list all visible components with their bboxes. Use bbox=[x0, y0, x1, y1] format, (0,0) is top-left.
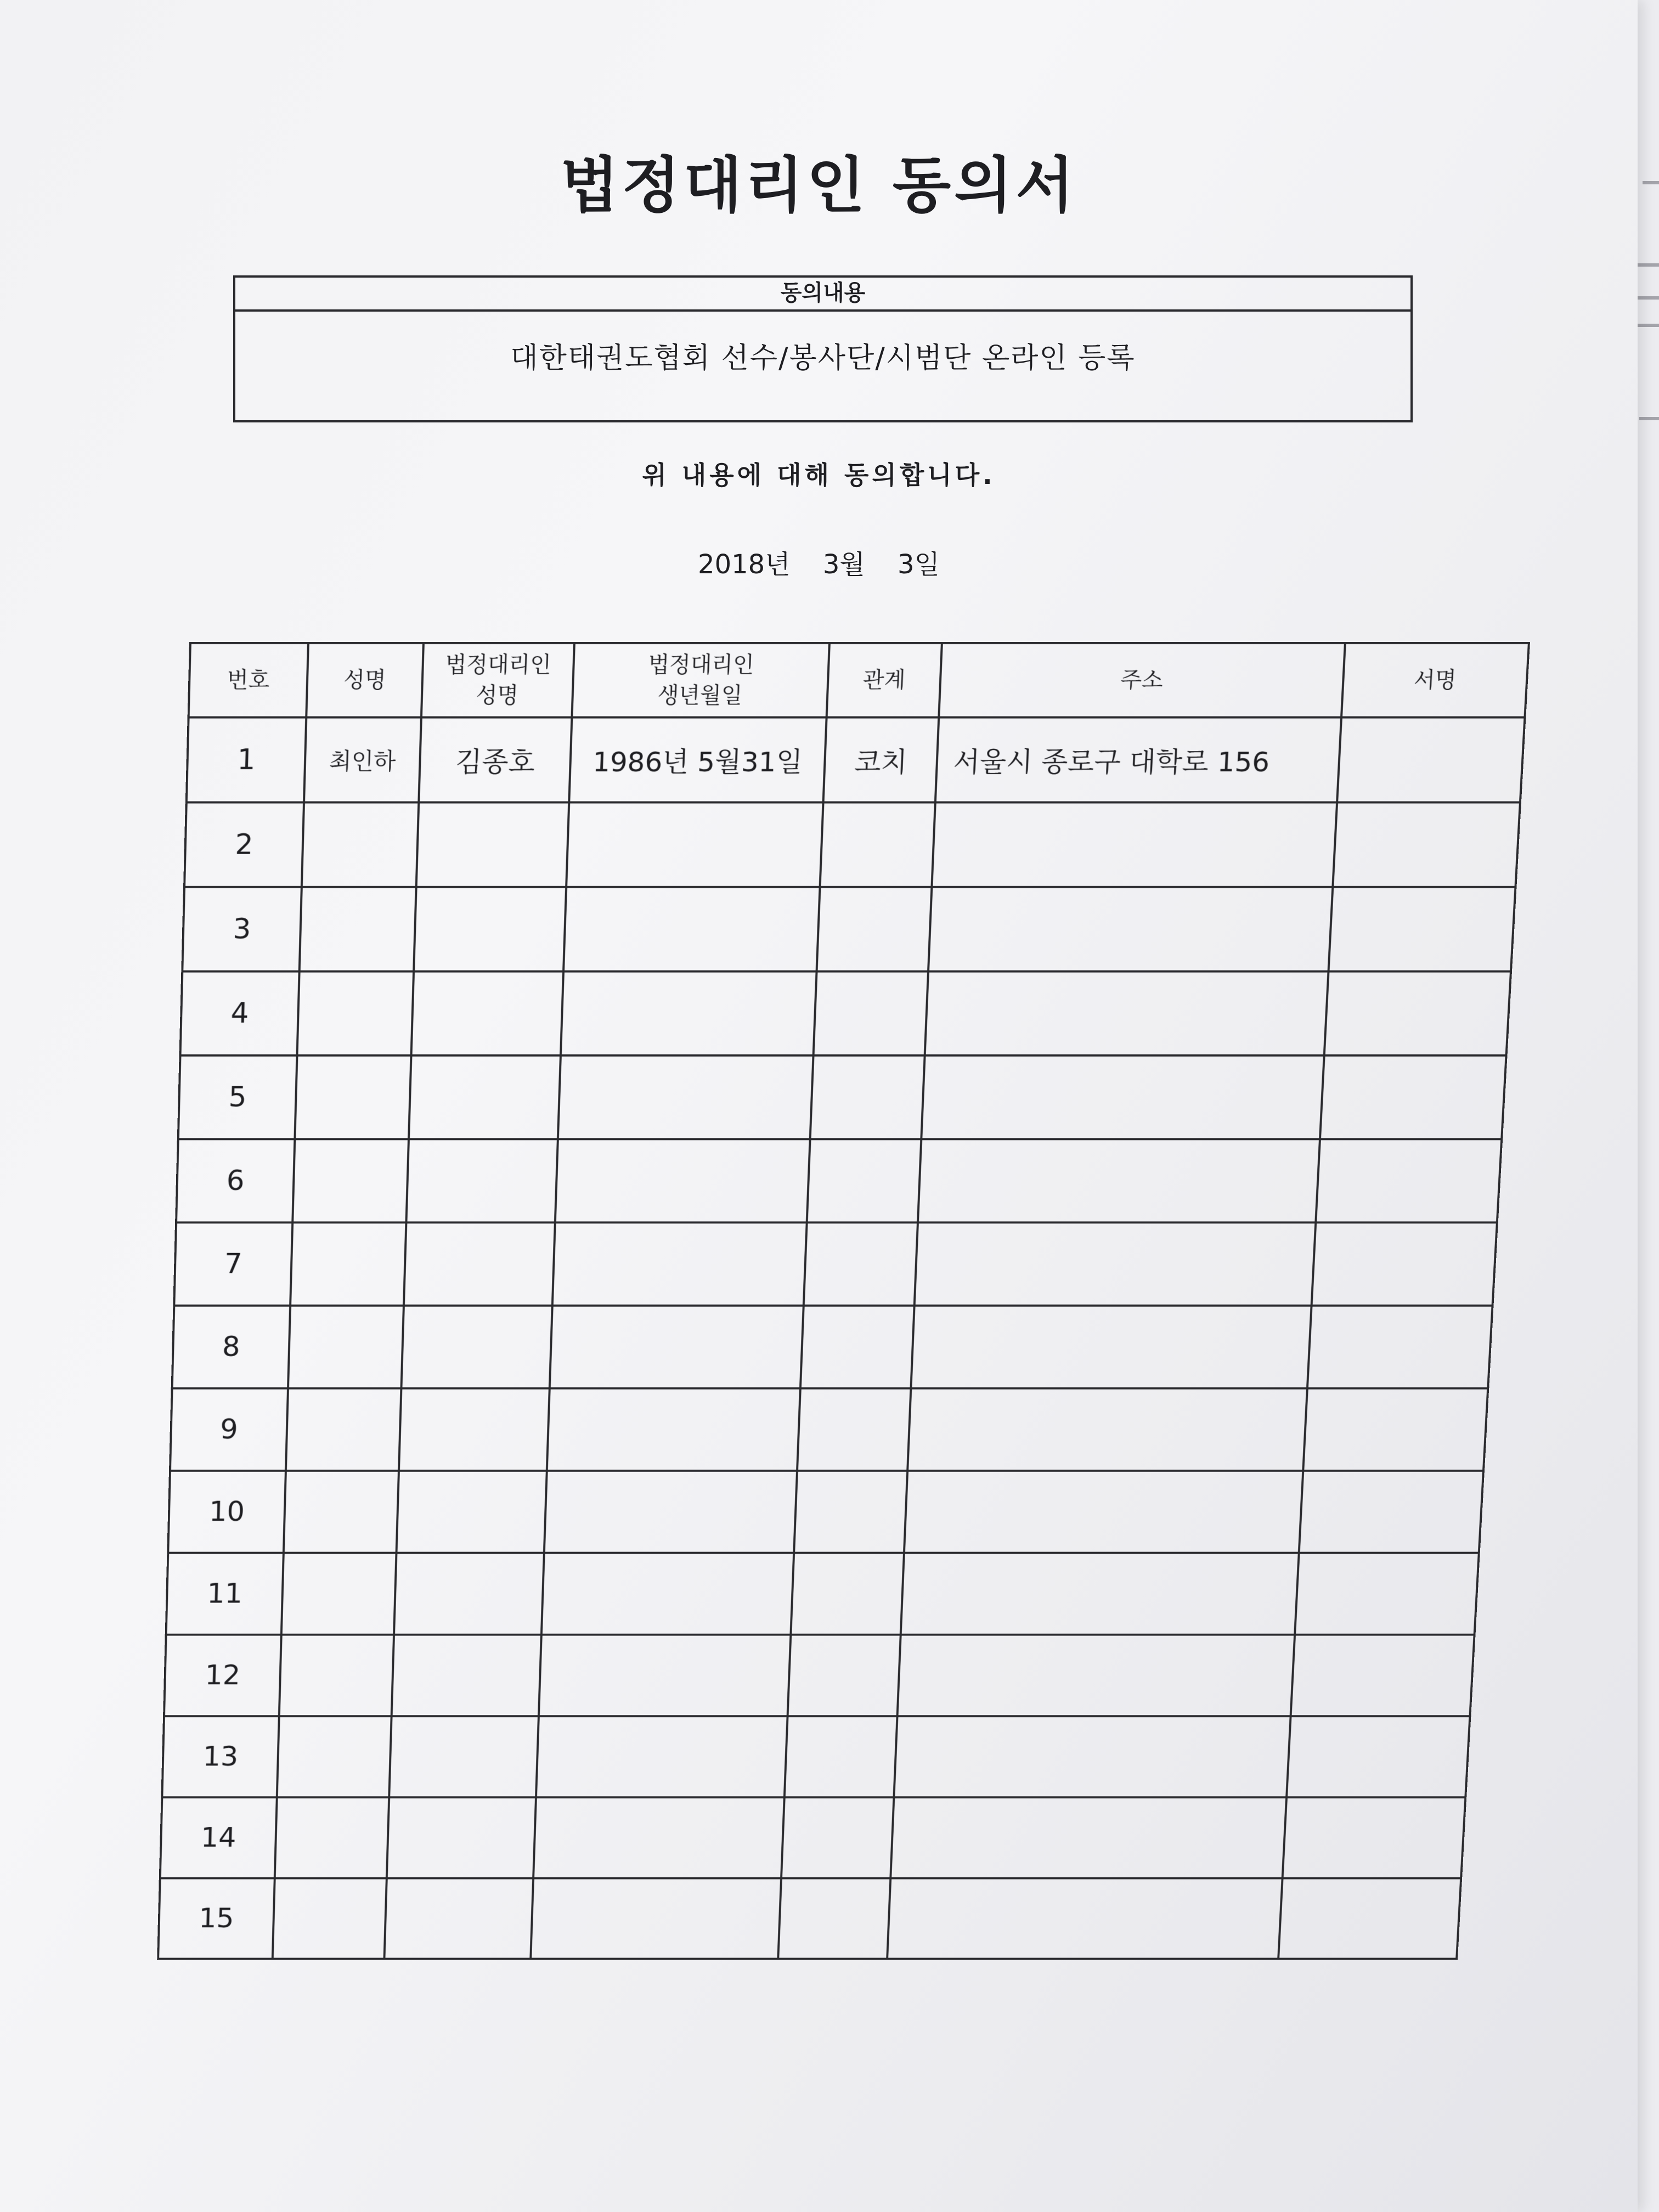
table-row bbox=[176, 1139, 1502, 1222]
table-row bbox=[166, 1553, 1479, 1635]
cell-no: 11 bbox=[166, 1553, 284, 1635]
cell-relation bbox=[814, 972, 928, 1056]
cell-relation bbox=[797, 1389, 911, 1471]
header-signature: 서명 bbox=[1341, 643, 1529, 718]
table-row bbox=[162, 1716, 1470, 1797]
cell-guardian-name bbox=[394, 1553, 544, 1635]
guardian-table bbox=[157, 642, 1530, 1960]
table-row bbox=[164, 1635, 1475, 1717]
cell-name: 최인하 bbox=[304, 718, 421, 803]
header-guardian-name: 법정대리인 성명 bbox=[421, 643, 574, 718]
cell-relation bbox=[788, 1635, 901, 1717]
cell-guardian-name bbox=[411, 972, 564, 1056]
cell-guardian-name bbox=[416, 803, 569, 887]
cell-guardian-birth bbox=[531, 1878, 781, 1959]
cell-address bbox=[932, 803, 1337, 887]
cell-address bbox=[928, 887, 1333, 972]
cell-address bbox=[894, 1716, 1290, 1797]
table-row bbox=[180, 972, 1511, 1056]
cell-signature bbox=[1283, 1797, 1466, 1878]
table-row bbox=[158, 1878, 1461, 1959]
cell-signature bbox=[1337, 718, 1525, 803]
cell-no: 12 bbox=[164, 1635, 281, 1717]
header-relation: 관계 bbox=[827, 643, 942, 718]
table-row bbox=[182, 887, 1515, 972]
header-name: 성명 bbox=[306, 643, 424, 718]
cell-address bbox=[907, 1389, 1307, 1471]
cell-address: 서울시 종로구 대학로 156 bbox=[935, 718, 1341, 803]
cell-relation bbox=[781, 1797, 894, 1878]
cell-name bbox=[284, 1471, 399, 1553]
cell-name bbox=[297, 972, 414, 1056]
cell-no: 6 bbox=[176, 1139, 295, 1222]
cell-no: 1 bbox=[187, 718, 306, 803]
document-title: 법정대리인 동의서 bbox=[560, 150, 1077, 221]
cell-no: 5 bbox=[178, 1056, 297, 1139]
cell-name bbox=[277, 1716, 392, 1797]
agreement-statement: 위 내용에 대해 동의합니다. bbox=[642, 460, 996, 490]
cell-relation bbox=[820, 803, 935, 887]
cell-guardian-birth bbox=[550, 1306, 804, 1389]
cell-name bbox=[288, 1306, 404, 1389]
consent-body: 대한태권도협회 선수/봉사단/시범단 온라인 등록 bbox=[510, 342, 1136, 375]
cell-guardian-birth: 1986년 5월31일 bbox=[569, 718, 826, 803]
cell-guardian-birth bbox=[561, 972, 817, 1056]
cell-guardian-birth bbox=[539, 1635, 791, 1717]
date-month: 3월 bbox=[822, 549, 865, 580]
cell-guardian-name bbox=[409, 1056, 561, 1139]
cell-address bbox=[898, 1635, 1295, 1717]
cell-signature bbox=[1295, 1553, 1479, 1635]
cell-guardian-birth bbox=[555, 1139, 810, 1222]
cell-no: 14 bbox=[160, 1797, 277, 1878]
cell-relation bbox=[791, 1553, 904, 1635]
cell-address bbox=[901, 1553, 1299, 1635]
cell-address bbox=[890, 1797, 1286, 1878]
cell-guardian-birth bbox=[558, 1056, 814, 1139]
cell-name bbox=[302, 803, 419, 887]
cell-signature bbox=[1307, 1306, 1493, 1389]
cell-guardian-name bbox=[399, 1389, 550, 1471]
header-address: 주소 bbox=[939, 643, 1345, 718]
table-header-row bbox=[189, 643, 1529, 718]
cell-guardian-name bbox=[387, 1797, 536, 1878]
cell-address bbox=[921, 1056, 1324, 1139]
cell-relation bbox=[807, 1139, 922, 1222]
header-guardian-birth: 법정대리인 생년월일 bbox=[572, 643, 829, 718]
cell-name bbox=[292, 1139, 409, 1222]
date-year: 2018년 bbox=[698, 549, 791, 580]
cell-name bbox=[286, 1389, 402, 1471]
cell-signature bbox=[1316, 1139, 1502, 1222]
consent-date bbox=[0, 543, 1638, 581]
table-row bbox=[168, 1471, 1483, 1553]
cell-signature bbox=[1333, 803, 1520, 887]
cell-guardian-name bbox=[397, 1471, 547, 1553]
underlying-page-mark bbox=[1637, 324, 1659, 327]
cell-guardian-name bbox=[384, 1878, 533, 1959]
cell-no: 13 bbox=[162, 1716, 279, 1797]
table-row bbox=[174, 1222, 1497, 1305]
consent-content-box bbox=[233, 275, 1413, 422]
cell-signature bbox=[1303, 1389, 1488, 1471]
table-row bbox=[184, 803, 1520, 887]
cell-no: 4 bbox=[180, 972, 300, 1056]
cell-no: 2 bbox=[184, 803, 304, 887]
cell-signature bbox=[1312, 1222, 1497, 1305]
cell-address bbox=[887, 1878, 1282, 1959]
cell-signature bbox=[1278, 1878, 1461, 1959]
guardian-table-wrapper bbox=[157, 642, 1528, 1960]
table-body bbox=[158, 718, 1525, 1959]
cell-guardian-birth bbox=[536, 1716, 788, 1797]
underlying-page-mark bbox=[1643, 181, 1659, 184]
cell-relation bbox=[817, 887, 932, 972]
table-row bbox=[170, 1389, 1488, 1471]
cell-guardian-name: 김종호 bbox=[419, 718, 572, 803]
cell-relation bbox=[794, 1471, 907, 1553]
cell-address bbox=[915, 1222, 1316, 1305]
cell-signature bbox=[1291, 1635, 1475, 1717]
cell-guardian-birth bbox=[541, 1553, 794, 1635]
cell-guardian-name bbox=[406, 1139, 557, 1222]
cell-relation bbox=[778, 1878, 890, 1959]
cell-no: 15 bbox=[158, 1878, 275, 1959]
table-row bbox=[172, 1306, 1493, 1389]
cell-guardian-name bbox=[414, 887, 566, 972]
cell-guardian-birth bbox=[547, 1389, 800, 1471]
cell-guardian-birth bbox=[566, 803, 823, 887]
cell-signature bbox=[1324, 972, 1511, 1056]
cell-signature bbox=[1286, 1716, 1470, 1797]
cell-guardian-name bbox=[392, 1635, 541, 1717]
header-no: 번호 bbox=[189, 643, 308, 718]
date-day: 3일 bbox=[898, 549, 940, 580]
cell-name bbox=[295, 1056, 411, 1139]
underlying-page-mark bbox=[1637, 296, 1659, 300]
cell-guardian-name bbox=[404, 1222, 555, 1305]
cell-no: 9 bbox=[170, 1389, 288, 1471]
cell-guardian-name bbox=[401, 1306, 552, 1389]
cell-relation bbox=[804, 1222, 918, 1305]
cell-relation bbox=[785, 1716, 898, 1797]
cell-relation bbox=[810, 1056, 925, 1139]
cell-signature bbox=[1299, 1471, 1483, 1553]
cell-name bbox=[273, 1878, 387, 1959]
cell-guardian-birth bbox=[552, 1222, 807, 1305]
cell-address bbox=[918, 1139, 1320, 1222]
cell-no: 3 bbox=[182, 887, 302, 972]
cell-signature bbox=[1320, 1056, 1506, 1139]
table-row bbox=[178, 1056, 1506, 1139]
cell-relation bbox=[800, 1306, 915, 1389]
cell-relation: 코치 bbox=[823, 718, 939, 803]
cell-guardian-birth bbox=[563, 887, 820, 972]
underlying-page-mark bbox=[1639, 417, 1659, 420]
cell-name bbox=[300, 887, 416, 972]
cell-signature bbox=[1329, 887, 1516, 972]
table-row bbox=[160, 1797, 1465, 1878]
cell-guardian-name bbox=[389, 1716, 539, 1797]
cell-name bbox=[281, 1553, 397, 1635]
cell-guardian-birth bbox=[544, 1471, 797, 1553]
cell-address bbox=[925, 972, 1329, 1056]
cell-address bbox=[911, 1306, 1311, 1389]
cell-address bbox=[904, 1471, 1303, 1553]
cell-no: 8 bbox=[172, 1306, 290, 1389]
cell-guardian-birth bbox=[533, 1797, 785, 1878]
cell-no: 10 bbox=[168, 1471, 286, 1553]
cell-name bbox=[275, 1797, 389, 1878]
underlying-page-mark bbox=[1637, 263, 1659, 267]
consent-header: 동의내용 bbox=[235, 278, 1410, 312]
cell-name bbox=[290, 1222, 406, 1305]
table-row bbox=[187, 718, 1525, 803]
cell-name bbox=[279, 1635, 394, 1717]
cell-no: 7 bbox=[174, 1222, 292, 1305]
